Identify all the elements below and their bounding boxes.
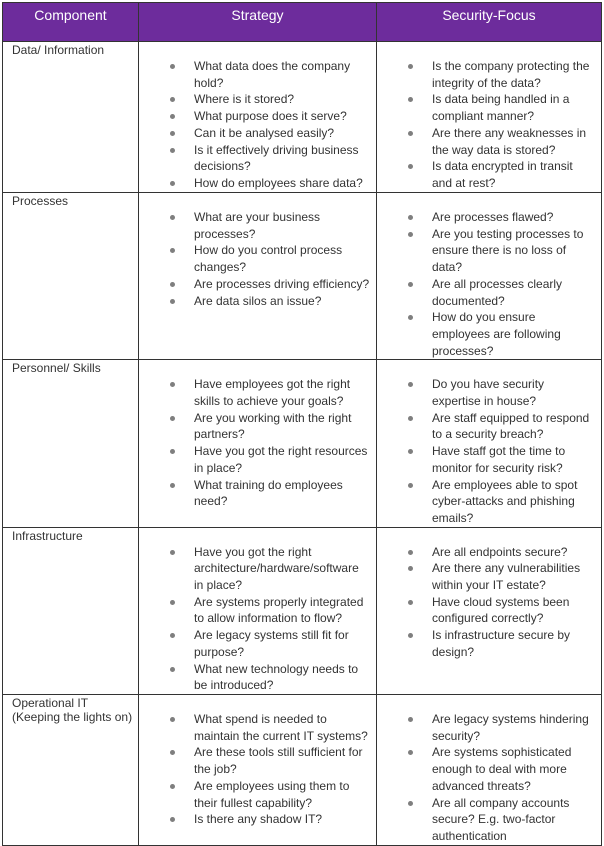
list-item [377, 209, 595, 226]
bullet-icon [408, 483, 413, 488]
bullet-icon [408, 382, 413, 387]
list-item-text: Are all processes clearly documented? [432, 276, 563, 308]
list-item-text: Is infrastructure secure by design? [432, 628, 571, 659]
list-item [139, 142, 370, 175]
list-item [377, 125, 595, 158]
list-item-text: Are all endpoints secure? [432, 544, 568, 559]
security-list [377, 360, 601, 526]
list-item [139, 58, 370, 91]
bullet-icon [170, 148, 175, 153]
security-focus-cell [377, 527, 602, 694]
bullet-icon [408, 215, 413, 220]
component-cell: Operational IT (Keeping the lights on) [3, 694, 139, 845]
table-row [3, 193, 602, 360]
bullet-icon [170, 114, 175, 119]
strategy-cell [139, 694, 377, 845]
bullet-icon [170, 750, 175, 755]
list-item [139, 410, 370, 443]
list-item-text: Are there any vulnerabilities within your IT estate? [432, 561, 581, 593]
list-item-text: Are these tools still sufficient for the job? [194, 745, 363, 777]
list-item-text: Have employees got the right skills to achieve your goals? [194, 377, 351, 409]
list-item-text: Have cloud systems been configured correctly? [432, 594, 570, 626]
strategy-cell [139, 42, 377, 193]
list-item [139, 594, 370, 627]
list-item [139, 293, 370, 310]
list-item-text: Are data silos an issue? [194, 293, 322, 308]
list-item-text: Where is it stored? [194, 92, 295, 107]
bullet-icon [408, 64, 413, 69]
bullet-icon [170, 382, 175, 387]
list-item [139, 711, 370, 744]
header-row [3, 3, 602, 42]
list-item-text: Can it be analysed easily? [194, 125, 335, 140]
security-list [377, 695, 601, 845]
table-row [3, 527, 602, 694]
list-item-text: How do employees share data? [194, 175, 363, 190]
list-item [377, 91, 595, 124]
bullet-icon [408, 131, 413, 136]
list-item-text: Are legacy systems still fit for purpose? [194, 628, 349, 659]
header-component: Component [3, 3, 139, 42]
list-item [139, 544, 370, 594]
bullet-icon [408, 416, 413, 421]
list-item-text: Are all company accounts secure? E.g. two-factor authentication [432, 795, 570, 843]
bullet-icon [408, 232, 413, 237]
list-item-text: Are there any weaknesses in the way data is stored? [432, 125, 587, 157]
list-item [377, 158, 595, 191]
list-item [139, 108, 370, 125]
list-item-text: Is data being handled in a compliant manner? [432, 92, 570, 124]
list-item [377, 309, 595, 359]
bullet-icon [408, 315, 413, 320]
strategy-list [139, 528, 376, 694]
list-item [139, 744, 370, 777]
list-item [377, 795, 595, 845]
list-item-text: Is the company protecting the integrity of the data? [432, 59, 590, 90]
bullet-icon [170, 633, 175, 638]
bullet-icon [408, 750, 413, 755]
list-item-text: Are legacy systems hindering security? [432, 711, 589, 743]
list-item [377, 226, 595, 276]
security-list [377, 42, 601, 192]
bullet-icon [170, 483, 175, 488]
security-list [377, 193, 601, 359]
list-item-text: What training do employees need? [194, 477, 343, 509]
list-item [377, 376, 595, 409]
list-item-text: Do you have security expertise in house? [432, 377, 545, 409]
list-item-text: Have staff got the time to monitor for security risk? [432, 444, 566, 475]
table-row [3, 42, 602, 193]
security-focus-cell [377, 694, 602, 845]
list-item [377, 744, 595, 794]
list-item [377, 594, 595, 627]
strategy-list [139, 695, 376, 828]
list-item [139, 276, 370, 293]
list-item [377, 443, 595, 476]
list-item [377, 627, 595, 660]
strategy-cell [139, 527, 377, 694]
list-item [377, 711, 595, 744]
strategy-list [139, 42, 376, 192]
component-cell: Personnel/ Skills [3, 360, 139, 527]
bullet-icon [170, 717, 175, 722]
list-item-text: Have you got the right architecture/hardware/software in place? [194, 544, 359, 593]
bullet-icon [170, 449, 175, 454]
security-focus-cell [377, 360, 602, 527]
list-item-text: Is there any shadow IT? [194, 812, 323, 827]
bullet-icon [408, 97, 413, 102]
list-item-text: Are processes flawed? [432, 210, 554, 224]
list-item-text: What purpose does it serve? [194, 109, 347, 124]
component-cell: Data/ Information [3, 42, 139, 193]
bullet-icon [170, 131, 175, 136]
list-item [139, 242, 370, 275]
list-item-text: What are your business processes? [194, 210, 321, 241]
security-list [377, 528, 601, 661]
list-item [139, 811, 370, 828]
component-cell: Processes [3, 193, 139, 360]
bullet-icon [170, 215, 175, 220]
list-item [139, 661, 370, 694]
bullet-icon [170, 248, 175, 253]
list-item-text: How do you ensure employees are following processes? [432, 310, 561, 358]
list-item-text: How do you control process changes? [194, 243, 343, 275]
security-focus-cell [377, 42, 602, 193]
list-item-text: Have you got the right resources in place? [194, 444, 368, 475]
list-item [377, 276, 595, 309]
list-item-text: What spend is needed to maintain the current IT systems? [194, 711, 368, 743]
list-item [139, 175, 370, 192]
bullet-icon [170, 550, 175, 555]
bullet-icon [408, 164, 413, 169]
component-cell: Infrastructure [3, 527, 139, 694]
list-item [139, 778, 370, 811]
bullet-icon [170, 97, 175, 102]
bullet-icon [170, 784, 175, 789]
list-item-text: Are you testing processes to ensure there is no loss of data? [432, 226, 584, 275]
table-row [3, 694, 602, 845]
list-item [139, 627, 370, 660]
list-item-text: Is data encrypted in transit and at rest? [432, 159, 573, 190]
list-item [139, 209, 370, 242]
bullet-icon [408, 449, 413, 454]
list-item-text: Are systems properly integrated to allow information to flow? [194, 594, 364, 626]
list-item [377, 477, 595, 527]
list-item [139, 91, 370, 108]
bullet-icon [170, 282, 175, 287]
list-item-text: Are systems sophisticated enough to deal with more advanced threats? [432, 745, 572, 793]
bullet-icon [408, 717, 413, 722]
list-item [139, 125, 370, 142]
strategy-list [139, 193, 376, 309]
bullet-icon [170, 299, 175, 304]
bullet-icon [408, 600, 413, 605]
list-item [139, 443, 370, 476]
strategy-cell [139, 360, 377, 527]
list-item-text: Is it effectively driving business decisions? [194, 142, 359, 174]
bullet-icon [408, 633, 413, 638]
bullet-icon [408, 566, 413, 571]
security-focus-cell [377, 193, 602, 360]
list-item [377, 560, 595, 593]
table-row [3, 360, 602, 527]
bullet-icon [170, 181, 175, 186]
bullet-icon [408, 801, 413, 806]
list-item [139, 376, 370, 409]
list-item-text: Are you working with the right partners? [194, 410, 352, 442]
list-item-text: What new technology needs to be introduced? [194, 661, 359, 693]
bullet-icon [170, 667, 175, 672]
list-item [377, 58, 595, 91]
list-item-text: Are staff equipped to respond to a security breach? [432, 410, 590, 442]
bullet-icon [170, 817, 175, 822]
list-item [377, 410, 595, 443]
bullet-icon [170, 64, 175, 69]
bullet-icon [408, 282, 413, 287]
header-strategy: Strategy [139, 3, 377, 42]
header-security-focus: Security-Focus [377, 3, 602, 42]
bullet-icon [170, 600, 175, 605]
list-item [139, 477, 370, 510]
strategy-list [139, 360, 376, 510]
bullet-icon [408, 550, 413, 555]
list-item-text: Are employees able to spot cyber-attacks and phishing emails? [432, 477, 578, 525]
list-item [377, 544, 595, 561]
bullet-icon [170, 416, 175, 421]
list-item-text: Are employees using them to their fullest capability? [194, 778, 350, 810]
strategy-cell [139, 193, 377, 360]
list-item-text: What data does the company hold? [194, 59, 351, 90]
strategy-security-table [2, 2, 602, 846]
list-item-text: Are processes driving efficiency? [194, 276, 370, 291]
